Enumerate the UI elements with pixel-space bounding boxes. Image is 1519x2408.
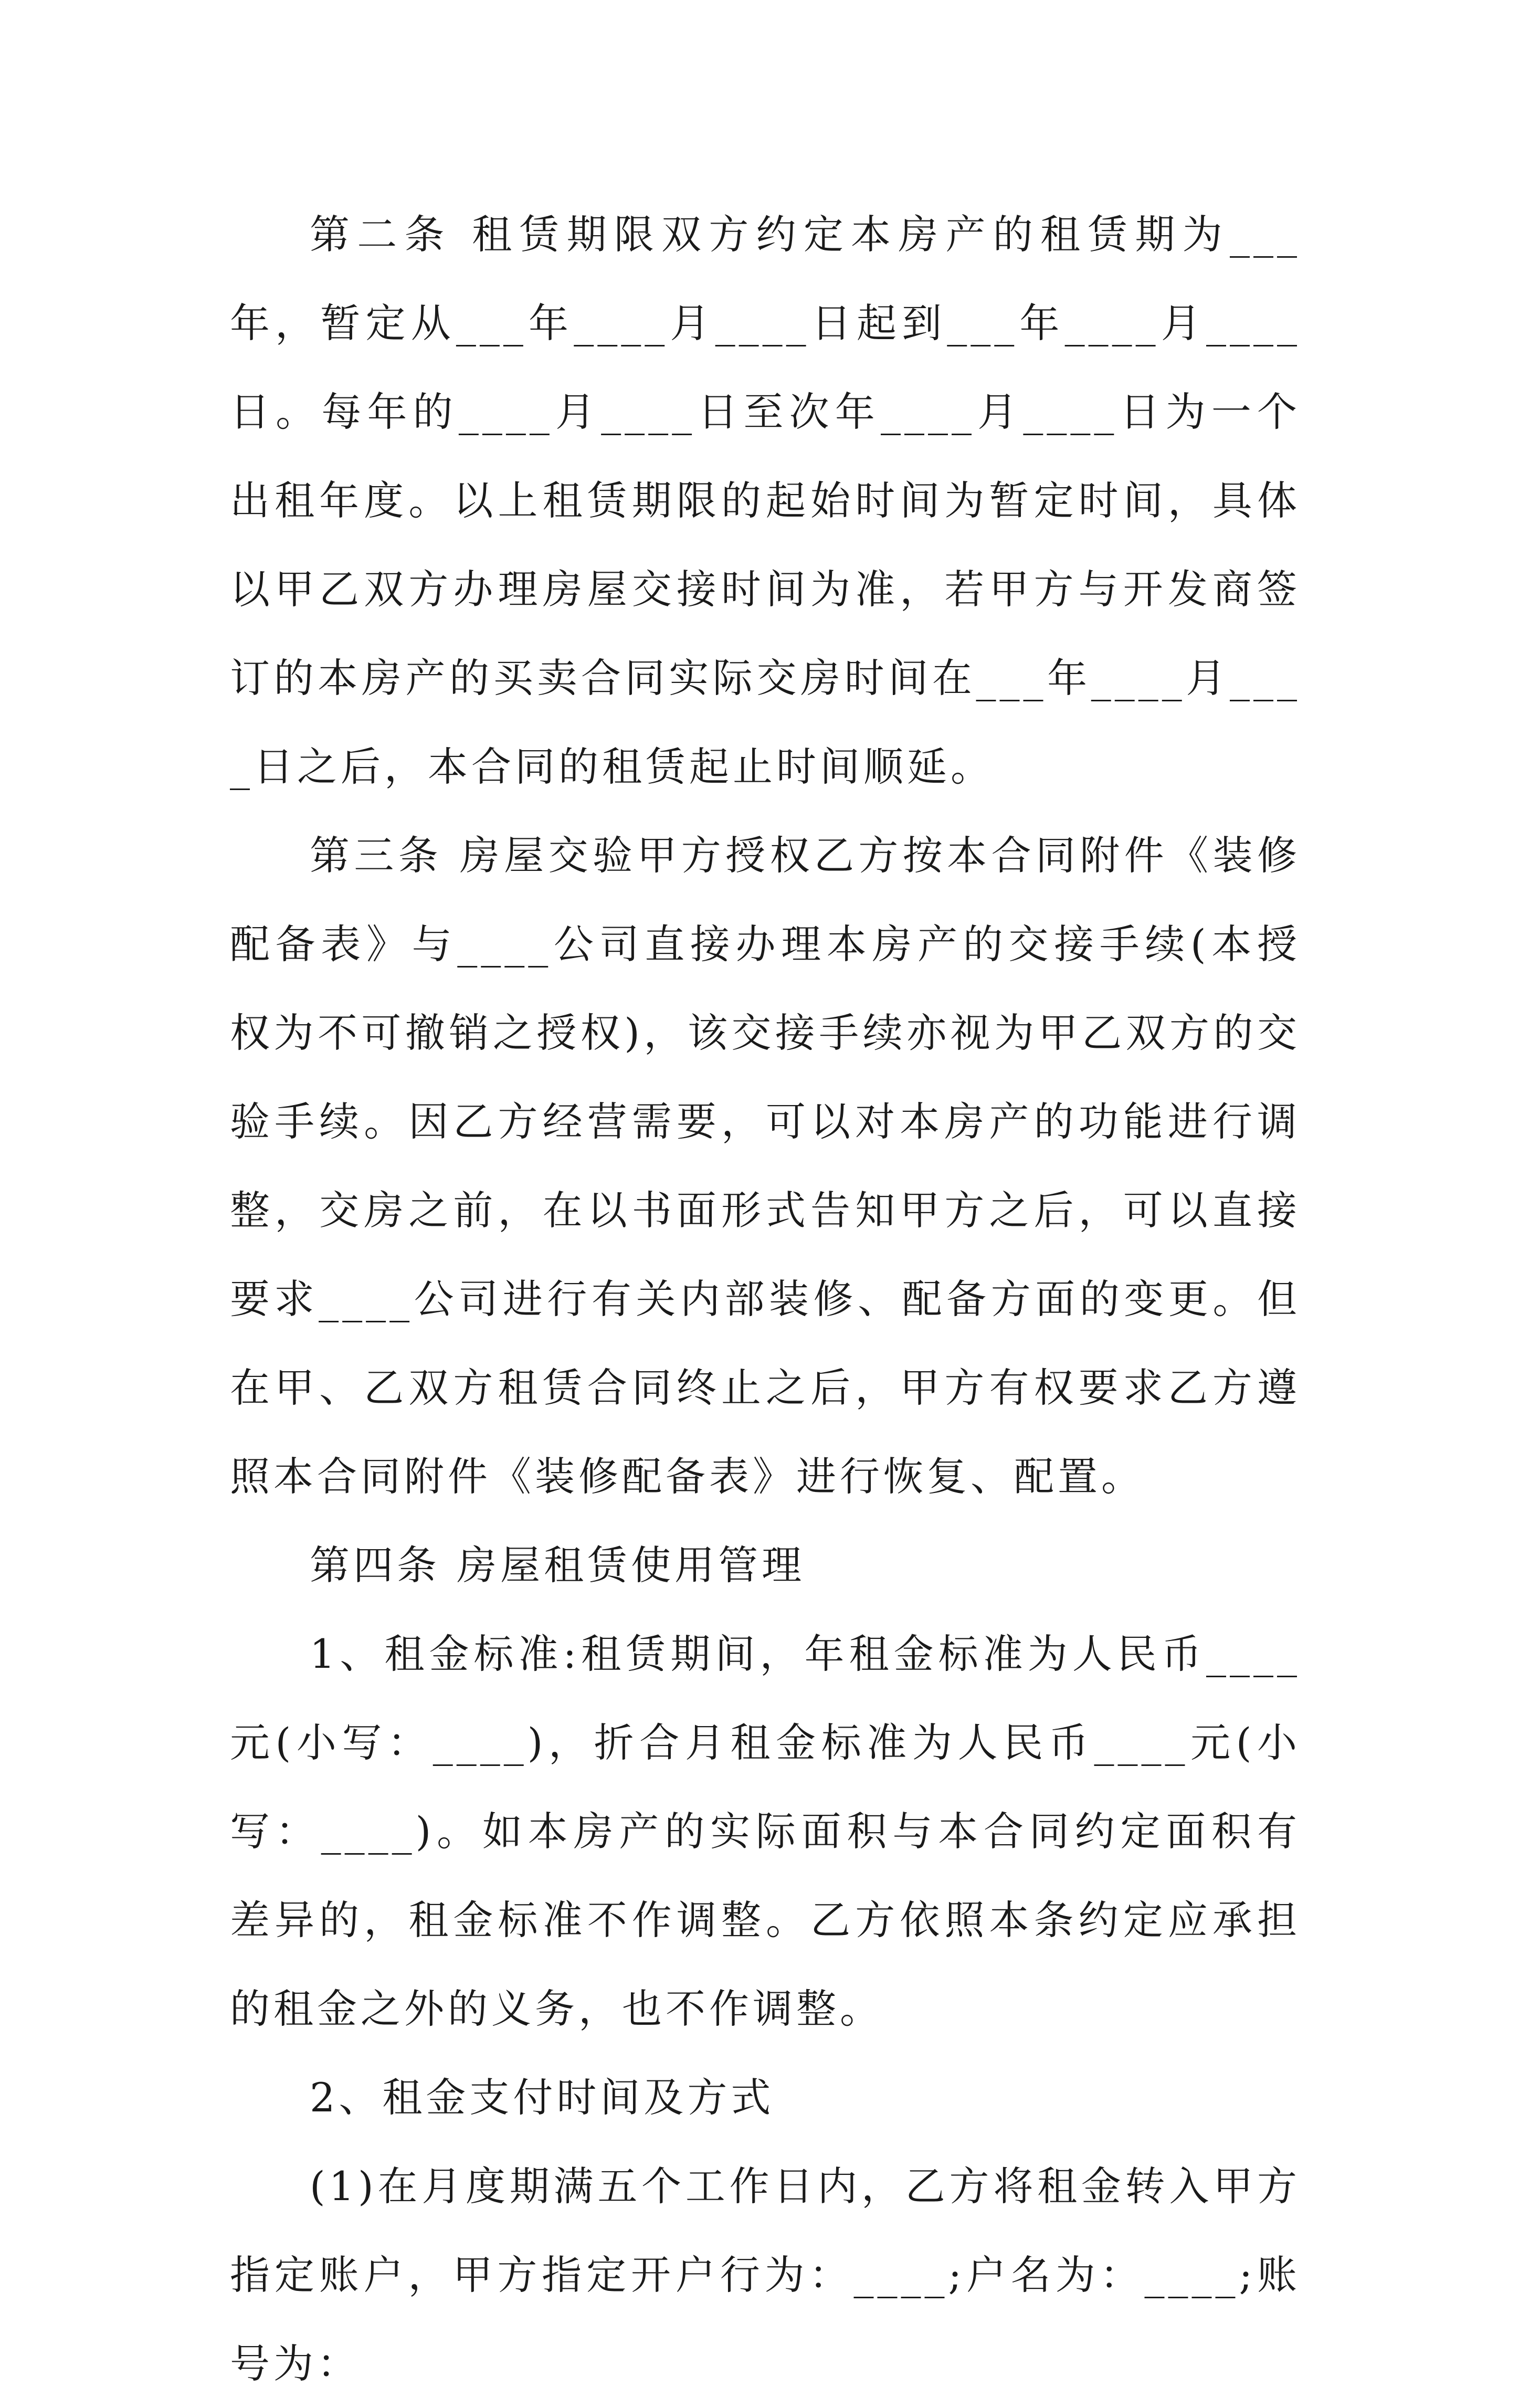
rent-standard-paragraph: 1、租金标准:租赁期间，年租金标准为人民币____元(小写：____)，折合月租金标准为人民币____元(小写：____)。如本房产的实际面积与本合同约定面积有差异的，租金标准不作调整。乙方依照本条约定应承担的租金之外的义务，也不作调整。 (230, 1631, 1301, 2032)
payment-heading: 2、租金支付时间及方式 (310, 2074, 775, 2121)
payment-method-paragraph: (1)在月度期满五个工作日内，乙方将租金转入甲方指定账户，甲方指定开户行为：____;户名为：____;账号为： (230, 2163, 1301, 2387)
article-4-heading: 第四条 房屋租赁使用管理 (310, 1542, 806, 1589)
article-2-paragraph: 第二条 租赁期限双方约定本房产的租赁期为___年，暂定从___年____月____日起到___年____月____日。每年的____月____日至次年____月____日为一个出租年度。以上租赁期限的起始时间为暂定时间，具体以甲乙双方办理房屋交接时间为准，若甲方与开发商签订的本房产的买卖合同实际交房时间在___年____月____日之后，本合同的租赁起止时间顺延。 (230, 211, 1301, 790)
article-3-paragraph: 第三条 房屋交验甲方授权乙方按本合同附件《装修配备表》与____公司直接办理本房产的交接手续(本授权为不可撤销之授权)，该交接手续亦视为甲乙双方的交验手续。因乙方经营需要，可以对本房产的功能进行调整，交房之前，在以书面形式告知甲方之后，可以直接要求____公司进行有关内部装修、配备方面的变更。但在甲、乙双方租赁合同终止之后，甲方有权要求乙方遵照本合同附件《装修配备表》进行恢复、配置。 (230, 832, 1301, 1500)
document-body (230, 190, 1301, 2408)
